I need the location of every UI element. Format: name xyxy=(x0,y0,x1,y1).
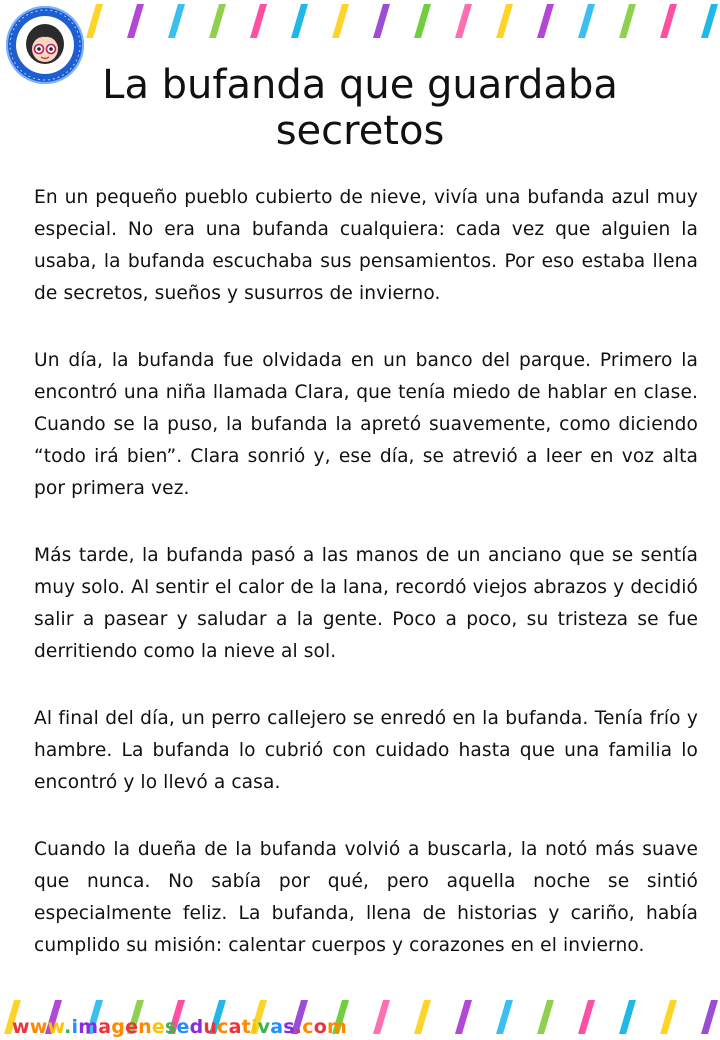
paragraph-5: Cuando la dueña de la bufanda volvió a buscarla, la notó más suave que nunca. No sabía por qué, pero aquella noche se sintió especialmente feliz. La bufanda, llena de historias y cariño, había cumplido su misión: calentar cuerpos y corazones en el invierno. xyxy=(34,839,698,956)
stripe xyxy=(496,1000,513,1034)
stripe xyxy=(332,4,349,38)
stripe xyxy=(250,4,267,38)
top-stripe-border xyxy=(0,0,720,42)
stripe xyxy=(373,1000,390,1034)
stripe xyxy=(701,1000,718,1034)
stripe xyxy=(619,4,636,38)
stripe xyxy=(455,4,472,38)
paragraph-2: Un día, la bufanda fue olvidada en un banco del parque. Primero la encontró una niña llamada Clara, que tenía miedo de hablar en clase. Cuando se la puso, la bufanda la apretó suavemente, como diciendo “todo irá bien”. Clara sonrió y, ese día, se atrevió a leer en voz alta por primera vez. xyxy=(34,350,698,499)
stripe xyxy=(127,4,144,38)
footer-url-link[interactable]: www.imageneseducativas.com xyxy=(12,1016,347,1038)
stripe xyxy=(537,4,554,38)
stripe xyxy=(619,1000,636,1034)
stripe xyxy=(373,4,390,38)
paragraph-1: En un pequeño pueblo cubierto de nieve, vivía una bufanda azul muy especial. No era una bufanda cualquiera: cada vez que alguien la usaba, la bufanda escuchaba sus pensamientos. Por eso estaba llena de secretos, sueños y susurros de invierno. xyxy=(34,187,698,304)
stripe xyxy=(414,1000,431,1034)
stripe xyxy=(168,4,185,38)
stripe xyxy=(414,4,431,38)
stripe xyxy=(455,1000,472,1034)
stripe xyxy=(701,4,718,38)
stripe xyxy=(660,1000,677,1034)
paragraph-3: Más tarde, la bufanda pasó a las manos de un anciano que se sentía muy solo. Al sentir el calor de la lana, recordó viejos abrazos y decidió salir a pasear y saludar a la gente. Poco a poco, su tristeza se fue derritiendo como la nieve al sol. xyxy=(34,545,698,662)
story-body xyxy=(34,182,698,997)
paragraph-4: Al final del día, un perro callejero se enredó en la bufanda. Tenía frío y hambre. La bufanda lo cubrió con cuidado hasta que una familia lo encontró y lo llevó a casa. xyxy=(34,708,698,793)
stripe xyxy=(496,4,513,38)
story-title: La bufanda que guardaba secretos xyxy=(102,62,618,154)
stripe xyxy=(578,1000,595,1034)
stripe xyxy=(86,4,103,38)
stripe xyxy=(291,4,308,38)
stripe xyxy=(578,4,595,38)
stripe xyxy=(209,4,226,38)
stripe xyxy=(537,1000,554,1034)
stripe xyxy=(660,4,677,38)
